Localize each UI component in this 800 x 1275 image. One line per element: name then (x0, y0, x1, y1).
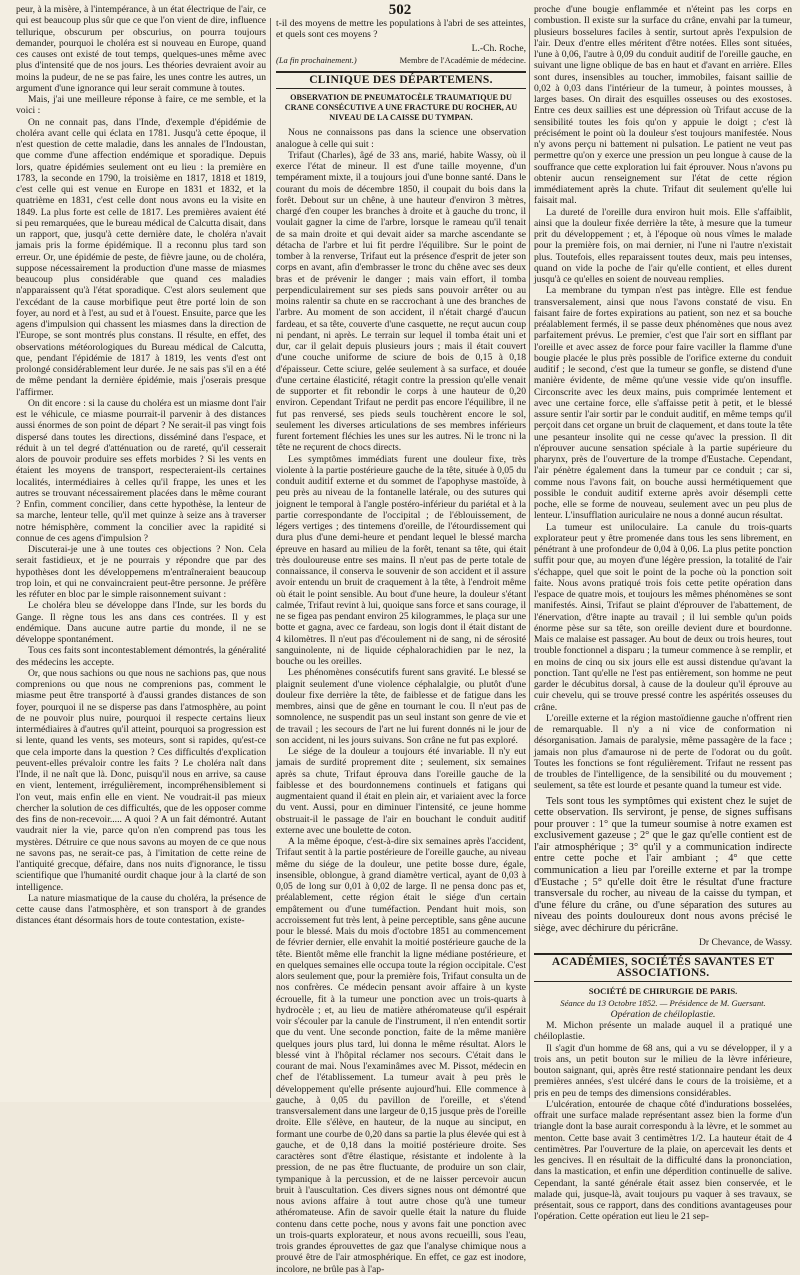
left-column (16, 4, 266, 1100)
continuation-note: (La fin prochainement.) (276, 54, 357, 65)
paragraph: On ne connait pas, dans l'Inde, d'exemple d'épidémie de choléra avant celle qui éclata en 1781. Jusqu'à cette époque, il n'est question de cette maladie, dans les annales de l'Indoustan, que comme d'une affection endémique et sporadique. Depuis lors, quatre épidémies seulement ont eu lieu : la première en 1783, la seconde en 1790, la troisième en 1817, 1818 et 1819, c'est celle qui est venue en Europe en 1831 et 1832, et la quatrième en 1831, c'est celle dont nous avons eu la visite en 1849. La plus forte est celle de 1817. Les premières avaient été si peu remarquées, que le bureau médical de Calcutta disait, dans un rapport, que, jusqu'à cette dernière date, le choléra n'avait jamais pris la forme épidémique. Il a reconnu plus tard son erreur. Or, une épidémie de peste, de fièvre jaune, ou de choléra, suppose nécessairement la production d'une masse de miasmes beaucoup plus considérable que quand ces maladies n'apparaissent qu'à l'état sporadique. C'est alors seulement que l'excédant de la cause morbifique peut être porté loin de son foyer, au nord et à l'est, au sud et à l'ouest. Ensuite, parce que les agens d'impulsion qui chassent les miasmes dans la direction de l'Europe, se sont montrés plus constans. Il résulte, en effet, des observations météorologiques du Bureau médical de Calcutta, que, pendant l'épidémie de 1817 à 1819, les vents d'est ont prolongé considérablement leur durée. Je ne sais pas s'il en a été de même pendant la dernière épidémie, mais j'oserais presque l'affirmer. (16, 116, 266, 398)
column-rule-right (529, 18, 530, 1098)
article-title: OBSERVATION DE PNEUMATOCÈLE TRAUMATIQUE DU CRANE CONSÉCUTIVE A UNE FRACTURE DU ROCHER, AU NIVEAU DE LA CAISSE DU TYMPAN. (284, 93, 518, 123)
continuation-text: t-il des moyens de mettre les populations à l'abri de ses atteintes, et quels sont ces moyens ? (276, 18, 526, 41)
paragraph: Il s'agit d'un homme de 68 ans, qui a vu se développer, il y a trois ans, un petit bouton sur le milieu de la lèvre inférieure, bouton saignant, qui, après être resté stationnaire pendant les deux premières années, s'est ulcéré dans le cours de la troisième, et a pris en peu de temps des dimensions considérables. (534, 1042, 792, 1099)
paragraph: Tous ces faits sont incontestablement démontrés, la généralité des médecins les accepte. (16, 645, 266, 668)
paragraph: La dureté de l'oreille dura environ huit mois. Elle s'affaiblit, ainsi que la douleur fixée derrière la tête, à mesure que la tumeur prit du développement ; et, à l'époque où nous vîmes le malade pour la première fois, on mai dernier, ni l'une ni l'autre n'existait plus. Toutefois, elles reparaissent toutes deux, mais peu intenses, quand on vide la poche de l'air qu'elle contient, et elles durent jusqu'à ce qu'elles en soient de nouveau remplies. (534, 206, 792, 285)
society-title: SOCIÉTÉ DE CHIRURGIE DE PARIS. (588, 986, 738, 997)
paragraph: L'ulcération, entourée de chaque côté d'indurations bosselées, offrait une surface malade représentant assez bien la forme d'un triangle dont la base aurait correspondu à la lèvre, et le sommet au menton. Cette base avait 3 centimètres 1/2. La hauteur était de 4 centimètres. Par l'ouverture de la plaie, on apercevait les dents et les gencives. Il en résultait de la difficulté dans la prononciation, dans la mastication, et enfin une déperdition continuelle de salive. Cependant, la santé générale était assez bien conservée, et le malade qui, jusque-là, avait toujours pu vaquer à ses travaux, se présentait, sous ce rapport, dans des conditions avantageuses pour l'opération. Cette opération eut lieu le 21 sep- (534, 1098, 792, 1223)
paragraph: Le siége de la douleur a toujours été invariable. Il n'y eut jamais de surdité proprement dite ; seulement, six semaines après sa chute, Trifaut éprouva dans l'oreille gauche de la faiblesse et des bourdonnemens continuels et fatigans qui augmentaient quand il était en plein air, et variaient avec la force du vent. Aussi, pour en diminuer l'intensité, ce jeune homme obstruait-il le passage de l'air en bouchant le conduit auditif externe avec une boulette de coton. (276, 746, 526, 836)
paragraph: A la même époque, c'est-à-dire six semaines après l'accident, Trifaut sentit à la partie postérieure de l'oreille gauche, au niveau même du siége de la douleur, une petite bosse dure, égale, insensible, oblongue, à grand diamètre vertical, ayant de 0,03 à 0,05 de long sur 0,01 à 0,02 de large. Il ne pensa donc pas et, préalablement, cette région était le siége d'un certain empâtement ou d'une tuméfaction. Pendant huit mois, son accroissement fut très lent, à peine perceptible, sans gêne aucune pour le blessé. Mais du mois d'octobre 1851 au commencement de février dernier, elle envahit la moitié postérieure gauche de la tête. Bientôt même elle franchit la ligne médiane postérieure, et en quelques semaines elle occupa toute la région occipitale. C'est alors seulement que, pour la première fois, Trifaut consulta un de nos confrères. Ce médecin pensant avoir affaire à un kyste écrouelle, fit à la tumeur une ponction avec un trois-quarts à hydrocèle ; et, au lieu de matière athéromateuse qu'il espérait voir s'écouler par la canule de l'instrument, il n'en entendit sortir que du vent. Une seconde ponction, faite de la même manière quelques jours plus tard, lui donna le même résultat. Alors le blessé vint à l'hôpital réclamer nos secours. C'était dans le courant de mai. Nous l'examinâmes avec M. Pissot, médecin en chef de l'établissement. La tumeur avait à peu près le développement qu'elle présente aujourd'hui. Elle commence à gauche, à 0,05 du pavillon de l'oreille, et s'étend transversalement dans une largeur de 0,15 jusque près de l'oreille droite. Elle s'élève, en hauteur, de la nuque au sinciput, en formant une courbe de 0,20 dans sa partie la plus élevée qui est à gauche, et de 0,18 dans la moitié postérieure droite. Ses caractères sont d'être élastique, résistante et indolente à la pression, de ne pas être fluctuante, de produire un son clair, tympanique à la percussion, et de ne laisser percevoir aucun bruit à l'auscultation. Ces divers signes nous ont démontré que nous avions affaire à tout autre chose qu'à une tumeur athéromateuse. Afin de savoir quelle était la nature du fluide contenu dans cette poche, nous y avons fait une ponction avec un trois-quarts explorateur, et nous avons recueilli, sous l'eau, trois grandes éprouvettes de gaz que l'analyse chimique nous a prouvé être de l'air atmosphérique. En effet, ce gaz est inodore, incolore, ne brûle pas à l'ap- (276, 836, 527, 1275)
middle-column (276, 18, 527, 1275)
paragraph: peur, à la misère, à l'intempérance, à un état électrique de l'air, ce qui est beaucoup plus sûr que ce que l'on vient de dire, influence tellurique, obscurum per obscurius, on pourra toujours demander, pourquoi le choléra est si nouveau en Europe, quand ces causes ont existé de tout temps, quelques-unes même avec plus d'intensité que de nos jours. Les théories devraient avoir au moins la pudeur, de ne se pas faire, les unes contre les autres, un argument d'une ignorance qui leur serait commune à toutes. (16, 4, 266, 94)
paragraph: proche d'une bougie enflammée et n'éteint pas les corps en combustion. Il existe sur la surface du crâne, envahi par la tumeur, plusieurs bosselures faciles à sentir, surtout après l'expulsion de l'air. Deux d'entre elles méritent d'être notées. Elles sont situées, l'une à 0,06, l'autre à 0,09 du conduit auditif de l'oreille gauche, en suivant une ligne oblique de bas en haut et d'avant en arrière. Elles sont dures, insensibles au toucher, immobiles, faisant saillie de 0,02 à 0,03 dans l'intérieur de la tumeur, à pointes mousses, à larges bases. On dirait des esquilles osseuses ou des exostoses. Entre ces deux saillies est une dépression où Trifaut accuse de la sensibilité toutes les fois qu'on y appuie le doigt ; c'est là précisément le point où la douleur s'est toujours manifestée. Nous n'y avons perçu ni battement ni pulsation. Le patient ne veut pas permettre qu'on y exerce une pression un peu longue à cause de la souffrance que cette exploration lui fait éprouver. Nous n'avons pu obtenir aucun renseignement sur l'état de cette région immédiatement après la chute. Trifaut dit seulement qu'elle lui faisait mal. (534, 4, 792, 207)
paragraph: Les phénomènes consécutifs furent sans gravité. Le blessé se plaignit seulement d'une violence céphalalgie, ou plutôt d'une douleur fixe derrière la tête, de faiblesse et de fatigue dans les membres, ainsi que de gêne en tournant le cou. Il n'eut pas de somnolence, ne suspendit pas un seul instant son genre de vie et de travail ; les secours de l'art ne lui furent donnés ni le jour de son accident, ni les jours suivans. Son crâne ne fut pas exploré. (276, 667, 526, 746)
paragraph: Mais, j'ai une meilleure réponse à faire, ce me semble, et la voici : (16, 94, 266, 117)
author-signature: Dr Chevance, de Wassy. (698, 936, 792, 948)
paragraph: La tumeur est uniloculaire. La canule du trois-quarts explorateur peut y être promenée dans tous les sens librement, en pénétrant à une profondeur de 0,04 à 0,06. La plus petite ponction suffit pour que, au moyen d'une légère pression, la totalité de l'air s'échappe, quel que soit le point de la poche où la ponction soit faite. Nous avons pratiqué trois fois cette petite opération dans l'espace de quatre mois, et toujours les mêmes phénomènes se sont manifestés. Ainsi, Trifaut se plaint d'éprouver de l'abattement, de l'énervation, d'être inapte au travail ; il lui semble qu'un poids énorme pèse sur sa tête, son oreille devient dure et bourdonne. Mais ce malaise est passager. Au bout de deux ou trois heures, tout trouble fonctionnel a disparu ; la tumeur commence à se remplir, et en moins de cinq ou six jours elle est aussi distendue qu'avant la ponction. Tant qu'elle ne l'est pas entièrement, son homme ne peut garder le décubitus dorsal, à cause de la douleur qu'il éprouve au cuir chevelu, qui se trouve pressé contre les aspérités osseuses du crâne. (534, 521, 792, 713)
session-line: Séance du 13 Octobre 1852. — Présidence de M. Guersant. (560, 997, 766, 1008)
paragraph: Or, que nous sachions ou que nous ne sachions pas, que nous comprenions ou que nous ne comprenions pas, comment le miasme peut être transporté à d'aussi grandes distances de son foyer, pourquoi il ne se disperse pas dans l'atmosphère, au point de ne pouvoir plus nuire, pourquoi il respecte certains lieux intermédiaires à d'autres qu'il atteint, pourquoi sa progression est si lente, quand les vents, ses moteurs, sont si rapides, qu'est-ce que cela importe dans la question ? Ces difficultés d'explication peuvent-elles prévaloir contre les faits ? Le choléra naît dans l'Inde, il ne naît que là. Donc, puisqu'il nous en arrive, sa cause en vient, lentement, irrégulièrement, incompréhensiblement si l'on veut, mais enfin elle en vient. Ne voudrait-il pas mieux chercher la solution de ces difficultés, que de les opposer comme des fins de non-recevoir..... A quoi ? A un fait démontré. Autant vaudrait nier la vie, parce qu'on n'en comprend pas tous les mystères. Détruire ce que nous savons au moyen de ce que nous ne savons pas, ne serait-ce pas, à l'imitation de cette reine de l'antiquité grecque, défaire, dans nos nuits d'ignorance, le tissu scientifique que l'humanité ourdit chaque jour à la clarté de son intelligence. (16, 667, 266, 893)
conclusion-paragraph: Tels sont tous les symptômes qui existent chez le sujet de cette observation. Ils serviront, je pense, de signes suffisans pour prouver : 1° que la tumeur soumise à notre examen est exclusivement gazeuse ; 2° que le gaz qu'elle contient est de l'air atmosphérique ; 3° qu'il y a communication indirecte entre cette poche et l'air ambiant ; 4° que cette communication a lieu par l'oreille externe et par la trompe d'Eustache ; 5° qu'elle doit être le résultat d'une fracture transversale du rocher, au niveau de la caisse du tympan, et d'une félure du crâne, ou d'une séparation des sutures au niveau des points douloureux dont nous avons précisé le siège, avec déchirure du péricrâne. (534, 795, 792, 935)
page-number: 502 (388, 2, 412, 18)
paragraph: La nature miasmatique de la cause du choléra, la présence de cette cause dans l'atmosphère, et son transport à de grandes distances étant désormais hors de toute contestation, existe- (16, 892, 266, 927)
paragraph: L'oreille externe et la région mastoïdienne gauche n'offrent rien de remarquable. Il n'y a ni vice de conformation ni désorganisation. Jamais de paralysie, même passagère de la face ; jamais non plus d'amaurose ni de perte de l'odorat ou du goût. Toutes les fonctions se font régulièrement. Trifaut ne ressent pas de troubles de l'intelligence, de la sensibilité ou du mouvement ; seulement, sa tête est lourde et pesante quand la tumeur est vide. (534, 712, 792, 792)
paragraph: La membrane du tympan n'est pas intègre. Elle est fendue transversalement, ainsi que nous l'avons constaté de visu. En faisant faire de fortes expirations au patient, son nez et sa bouche préalablement fermés, il se passe deux phénomènes que nous avez parfaitement prévus. Le premier, c'est que l'air sort en sifflant par l'oreille et avec assez de force pour faire vaciller la flamme d'une bougie placée le plus près possible de l'orifice externe du conduit auditif ; le second, c'est que la tumeur se gonfle, se distend d'une manière évidente, de même qu'une vessie vide qu'on insuffle. Circonscrite avec les deux mains, puis comprimée lentement et avec une certaine force, elle s'affaisse petit à petit, et le blessé assure sentir l'air sortir par le conduit auditif, en même temps qu'il perçoit dans cet organe un bruit de claquement, et dans toute la tête une pesanteur insolite qui ne cesse qu'avec la pression. Il dit n'éprouver aucune sensation spéciale à la partie supérieure du pharynx, près de l'ouverture de la trompe d'Eustache. Cependant, l'air pénètre également dans la tumeur par ce conduit ; car si, comme nous l'avons fait, on bouche aussi hermétiquement que possible le conduit auditif externe après avoir désempli cette poche, elle se forme de nouveau, seulement avec un peu plus de lenteur. L'insufflation auriculaire ne nous a donné aucun résultat. (534, 285, 792, 522)
paragraph: On dit encore : si la cause du choléra est un miasme dont l'air est le véhicule, ce miasme pourrait-il parvenir à des distances aussi énormes de son point de départ ? Ne serait-il pas vingt fois dispersé dans toutes les directions, disséminé dans l'espace, et réduit à un tel degré d'atténuation ou de rareté, qu'il cesserait alors de pouvoir produire ses effets morbides ? Si les vents en étaient les moyens de transport, respecteraient-ils certaines localités, intermédiaires à celles qu'il frappe, les unes et les autres se trouvant nécessairement placées dans le même courant ? Enfin, comment concilier, dans cette hypothèse, la lenteur de sa marche, lenteur telle, qu'il met quinze à seize ans à traverser notre hémisphère, comment la concilier avec la rapidité si connue de ces agens d'impulsion ? (16, 397, 266, 544)
paragraph: Nous ne connaissons pas dans la science une observation analogue à celle qui suit : (276, 127, 526, 150)
paragraph: Les symptômes immédiats furent une douleur fixe, très violente à la partie postérieure gauche de la tête, située à 0,05 du conduit auditif externe et du sommet de l'apophyse mastoïde, à peu près au niveau de la fontanelle latérale, ou des sutures qui joignent le temporal à l'angle postéro-inférieur du pariétal et à la partie correspondante de l'occipital ; de l'éblouissement, de légers vertiges ; des tintemens d'oreille, de l'étourdissement qui dura plus d'une demi-heure et pendant lequel le blessé marcha épreuve en hasard au milieu de la forêt, tenant sa tête, qui était très douloureuse entre ses mains. Il n'eut pas de perte totale de connaissance, il conserva le souvenir de son accident et il assure avoir entendu un bruit de craquement à la tête, à l'endroit même où était le point sensible. Au bout d'une heure, la douleur s'étant calmée, Trifaut revint à lui, quoique sans force et sans courage, il ne se figea pas pendant environ 25 kilogrammes, le plaça sur une botte et gagna, avec ce fardeau, son logis dont il était distant de 4 kilomètres. Il n'eut pas d'écoulement ni de sang, ni de sérosité sanguinolente, ni de liquide céphalorachidien par le nez, la bouche ou les oreilles. (276, 453, 526, 667)
author-affiliation: Membre de l'Académie de médecine. (399, 54, 526, 65)
paragraph: M. Michon présente un malade auquel il a pratiqué une chéiloplastie. (534, 1020, 792, 1043)
paragraph: Le choléra bleu se développe dans l'Inde, sur les bords du Gange. Il règne tous les ans dans ces contrées. Il y est endémique. Dans aucune autre partie du monde, il ne se développe spontanément. (16, 600, 266, 645)
operation-title: Opération de chéiloplastie. (610, 1008, 716, 1020)
section-title: CLINIQUE DES DÉPARTEMENS. (276, 71, 526, 89)
column-rule-left (270, 18, 271, 1098)
right-column (534, 4, 792, 1223)
footnote-row (276, 55, 526, 66)
paragraph: Trifaut (Charles), âgé de 33 ans, marié, habite Wassy, où il exerce l'état de mineur. Il est d'une taille moyenne, d'un tempérament mixte, il a toujours joui d'une bonne santé. Dans le courant du mois de décembre 1850, il coupait du bois dans la forêt. Debout sur un chêne, à une hauteur d'environ 3 mètres, chargé d'en couper les branches à droite et à gauche du tronc, il voulait gagner la cime de l'arbre, lorsque le rameau qu'il tenait de sa main droite et qui devait aider sa marche ascendante se détacha de l'arbre et lui fit perdre l'équilibre. Sur le point de tomber à la renverse, Trifaut eut la présence d'esprit de jeter son corps en avant, afin d'embrasser le tronc du chêne avec ses deux bras et de prévenir le danger ; mais vain effort, il tomba perpendiculairement sur ses pieds sans pouvoir arrêter ou au moins ralentir sa chute en se raccrochant à une des branches de l'arbre. Au moment de son accident, il n'était chargé d'aucun fardeau, et sa tête, couverte d'une casquette, ne reçut aucun coup ni pendant, ni après. Le terrain sur lequel il tomba était uni et dur, car il gelait depuis plusieurs jours ; mais il était couvert d'une couche uniforme de sciure de bois de 0,15 à 0,18 d'épaisseur. Cette sciure, gelée seulement à sa surface, et douée d'une certaine élasticité, rétagit contre la pression qu'elle venait de supporter et fit rebondir le corps à une hauteur de 0,20 environ. Cependant Trifaut ne perdit pas encore l'équilibre, il ne fut pas renversé, ses pieds seuls touchèrent encore le sol, seulement les diverses articulations de ses membres inférieurs furent fortement fléchies les unes sur les autres. Ni le tronc ni la tête ne reçurent de chocs directs. (276, 149, 526, 454)
section-title: ACADÉMIES, SOCIÉTÉS SAVANTES ET ASSOCIATIONS. (534, 953, 792, 983)
paragraph: Discuterai-je une à une toutes ces objections ? Non. Cela serait fastidieux, et je ne pourrais y répondre que par des hypothèses dont les développemens m'entraîneraient beaucoup trop loin, et qui ne convaincraient peut-être personne. Je préfère les réfuter en bloc par le simple raisonnement suivant : (16, 544, 266, 600)
author-signature: L.-Ch. Roche, (471, 42, 526, 54)
